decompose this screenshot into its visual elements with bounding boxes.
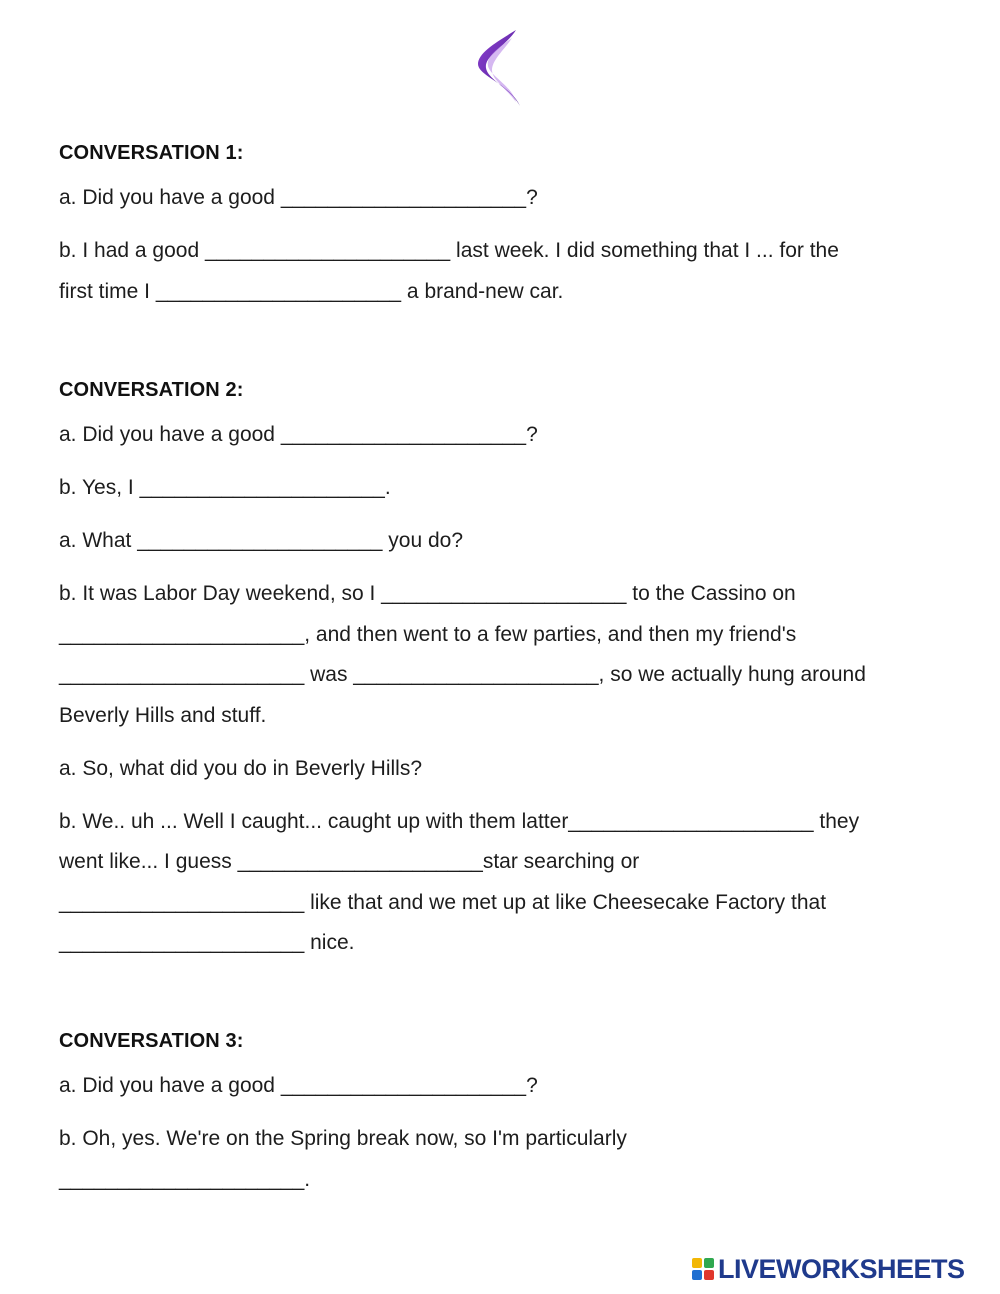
c2-line-11: _____________________ like that and we met up at like Cheesecake Factory that [59, 891, 827, 914]
c2-line-7: Beverly Hills and stuff. [59, 704, 267, 727]
c1-line-1: a. Did you have a good _____________________? [59, 186, 538, 209]
c1-line-2: b. I had a good _____________________ last week. I did something that I ... for the [59, 239, 839, 262]
liveworksheets-wordmark: LIVEWORKSHEETS [718, 1253, 965, 1284]
c3-line-1: a. Did you have a good _____________________? [59, 1074, 538, 1097]
c1-line-3: first time I _____________________ a brand-new car. [59, 280, 564, 303]
c2-line-1: a. Did you have a good _____________________? [59, 423, 538, 446]
c2-line-5: _____________________, and then went to a few parties, and then my friend's [59, 623, 797, 646]
c2-line-2: b. Yes, I _____________________. [59, 476, 391, 499]
c3-line-2: b. Oh, yes. We're on the Spring break now, so I'm particularly [59, 1127, 627, 1150]
c2-line-10: went like... I guess _____________________star searching or [59, 850, 640, 873]
c2-line-9: b. We.. uh ... Well I caught... caught up with them latter_____________________ they [59, 810, 860, 833]
conversation-3-heading: CONVERSATION 3: [59, 1030, 244, 1052]
c3-line-3: _____________________. [59, 1168, 311, 1191]
purple-swirl-logo-icon [470, 26, 530, 112]
liveworksheets-brand [692, 1254, 965, 1284]
conversation-2-heading: CONVERSATION 2: [59, 379, 244, 401]
c2-line-6: _____________________ was _____________________, so we actually hung around [59, 663, 866, 686]
c2-line-3: a. What _____________________ you do? [59, 529, 464, 552]
c2-line-12: _____________________ nice. [59, 931, 355, 954]
c2-line-8: a. So, what did you do in Beverly Hills? [59, 757, 423, 780]
liveworksheets-logo-icon [692, 1258, 714, 1280]
c2-line-4: b. It was Labor Day weekend, so I _____________________ to the Cassino on [59, 582, 796, 605]
conversation-1-heading: CONVERSATION 1: [59, 142, 244, 164]
